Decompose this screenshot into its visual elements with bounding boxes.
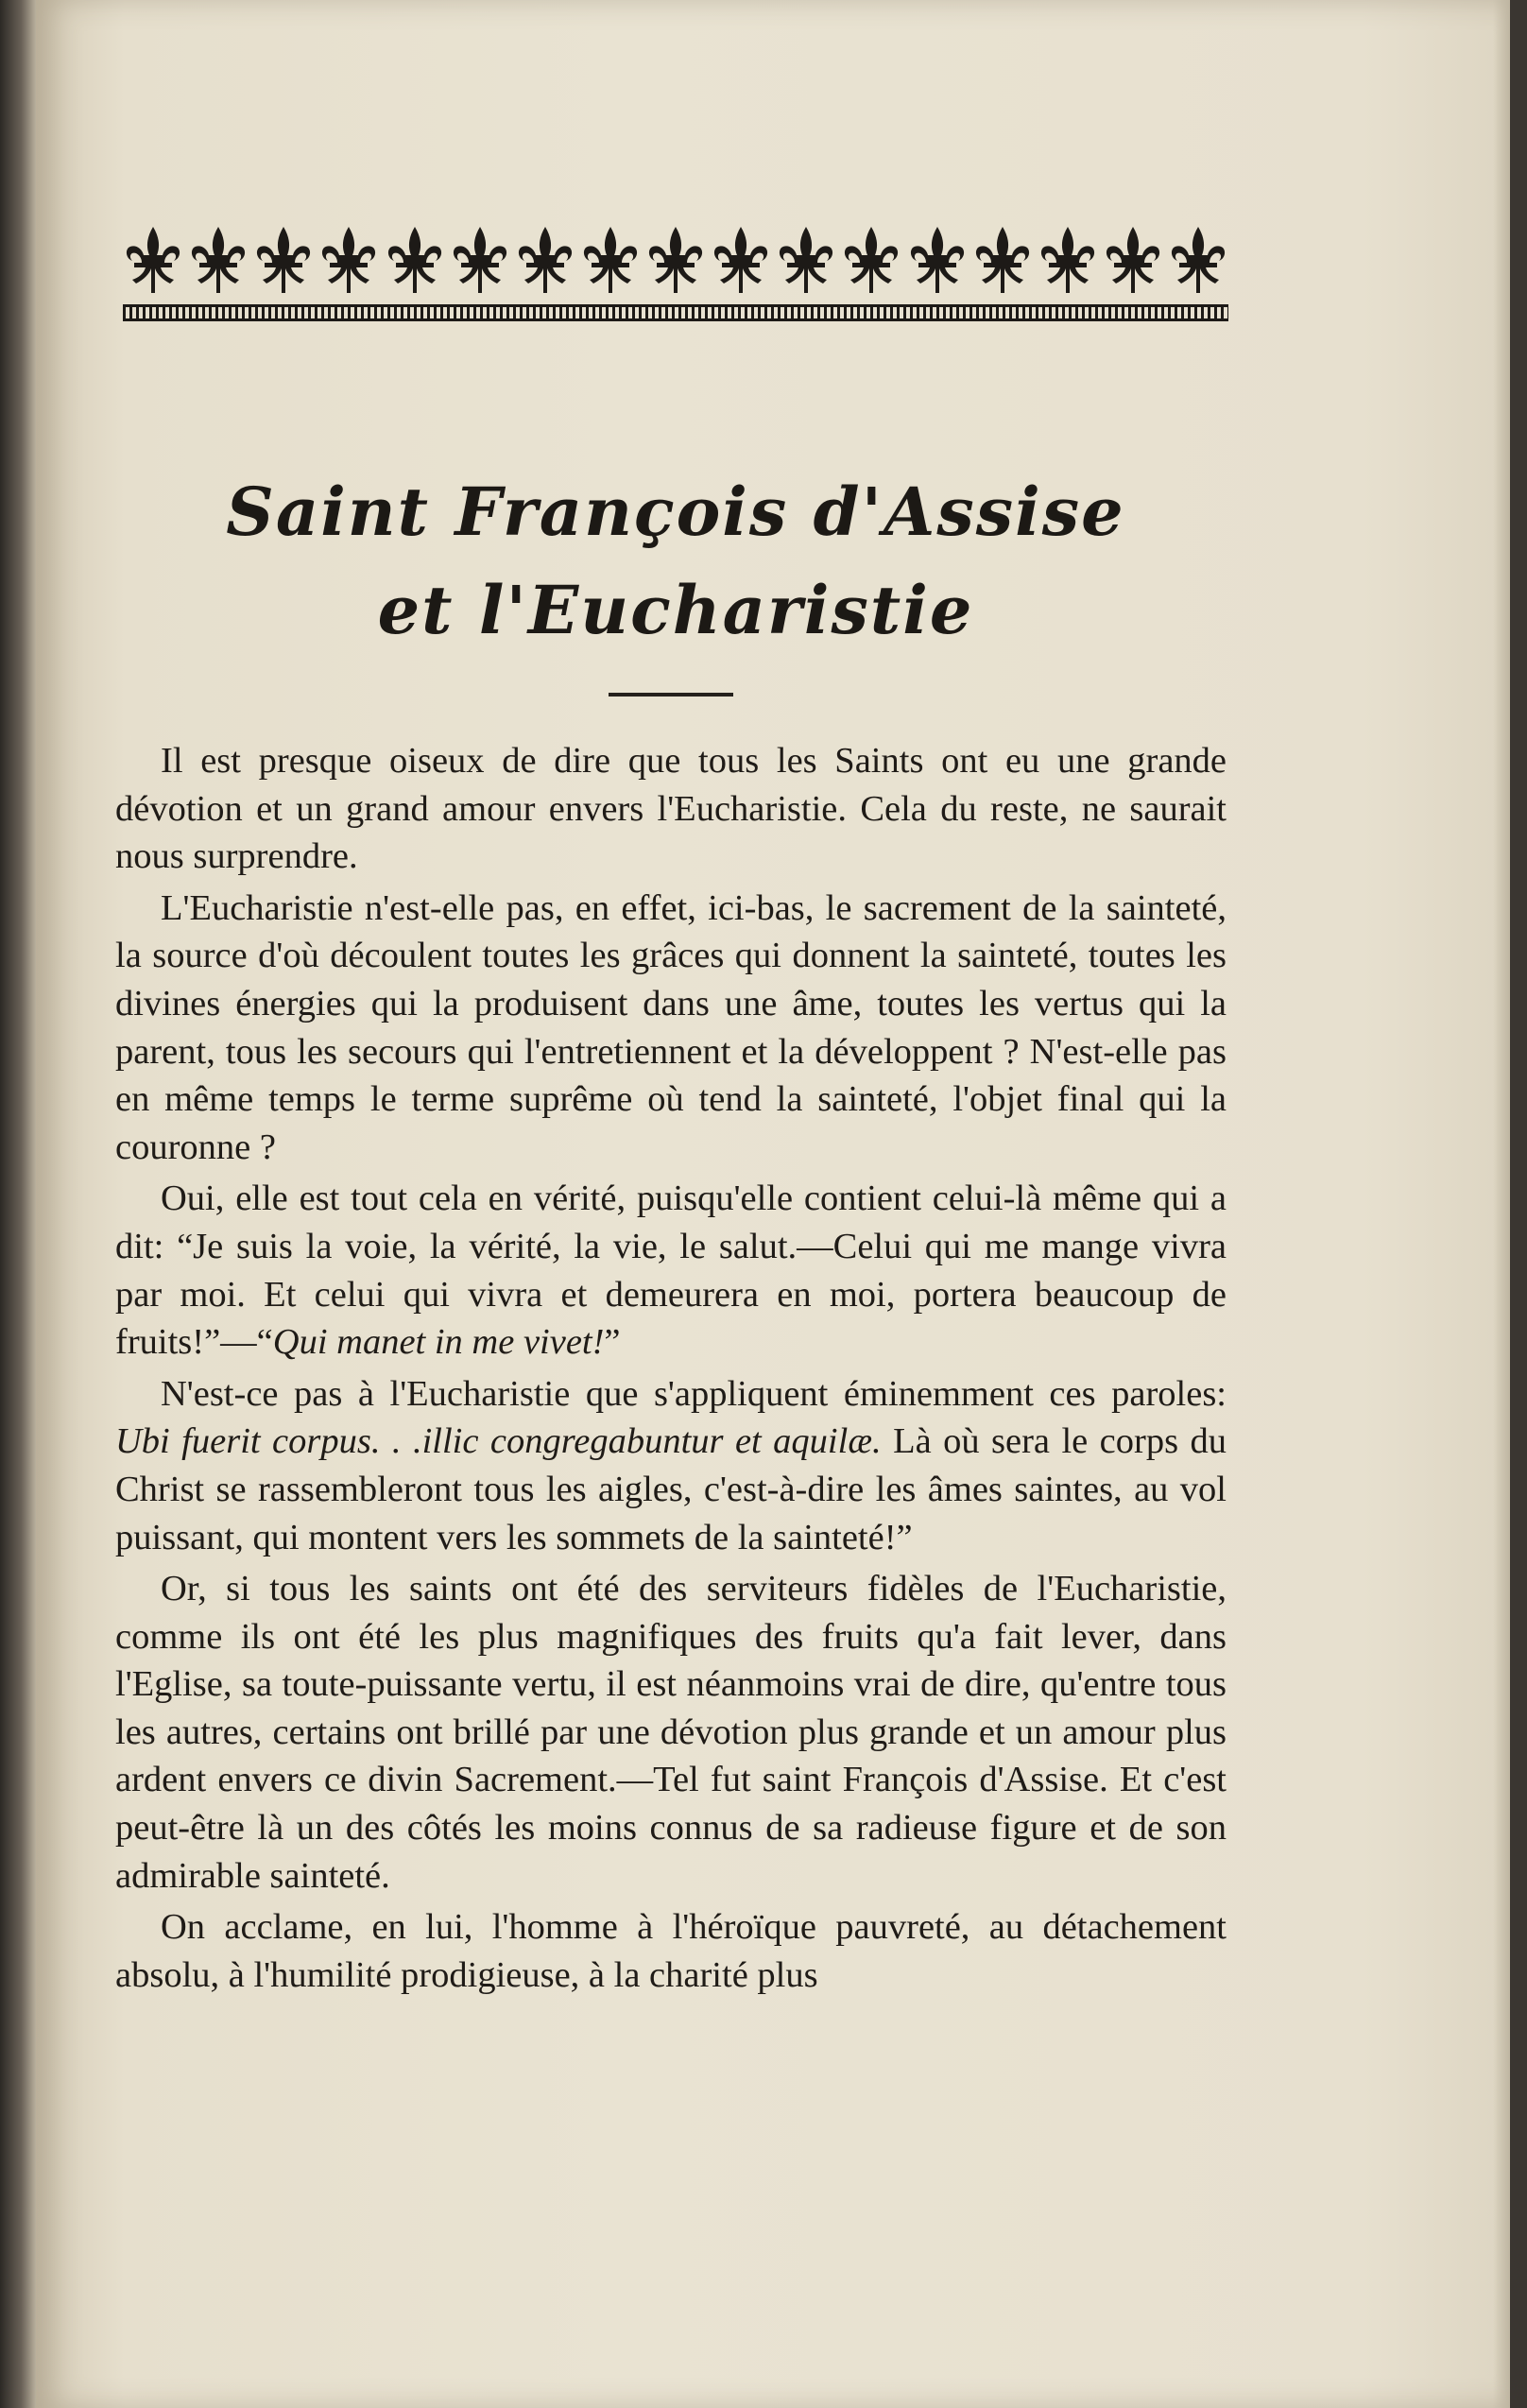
fleur-de-lis-icon — [123, 225, 183, 295]
paragraph-3-text: Oui, elle est tout cela en vérité, puisqu'elle contient celui-là même qui a dit: “Je suis la voie, la vérité, la vie, le salut.—Celui qui me mange vivra par moi. Et celui qui vivra et demeurera en moi, portera beaucoup de fruits!”—“ — [115, 1178, 1227, 1363]
article-body — [115, 737, 1227, 1999]
fleur-de-lis-row — [123, 225, 1228, 295]
title-line-2: et l'Eucharistie — [377, 571, 974, 649]
fleur-de-lis-icon — [776, 225, 836, 295]
fleur-de-lis-icon — [907, 225, 968, 295]
page-edge — [1493, 0, 1510, 2408]
fleur-de-lis-icon — [711, 225, 771, 295]
paragraph-4-end: Là où sera le corps du Christ se rassembleront tous les aigles, c'est-à-dire les âmes saintes, au vol puissant, qui montent vers les sommets de la sainteté!” — [115, 1421, 1227, 1557]
fleur-de-lis-icon — [841, 225, 901, 295]
paragraph-4-text: N'est-ce pas à l'Eucharistie que s'appliquent éminemment ces paroles: — [161, 1373, 1227, 1414]
paragraph-5: Or, si tous les saints ont été des serviteurs fidèles de l'Eucharistie, comme ils ont été les plus magnifiques des fruits qu'a fait lever, dans l'Eglise, sa toute-puissante vertu, il est néanmoins vrai de dire, qu'entre tous les autres, certains ont brillé par une dévotion plus grande et un amour plus ardent envers ce divin Sacrement.—Tel fut saint François d'Assise. Et c'est peut-être là un des côtés les moins connus de sa radieuse figure et de son admirable sainteté. — [115, 1569, 1227, 1896]
paragraph-4 — [115, 1370, 1227, 1561]
fleur-de-lis-icon — [318, 225, 379, 295]
fleur-de-lis-icon — [188, 225, 249, 295]
fleur-de-lis-icon — [450, 225, 510, 295]
fleur-de-lis-icon — [253, 225, 314, 295]
header-ornament — [123, 225, 1228, 329]
ornament-band — [123, 304, 1228, 321]
paragraph-2: L'Eucharistie n'est-elle pas, en effet, ici-bas, le sacrement de la sainteté, la source d'où découlent toutes les grâces qui donnent la sainteté, toutes les divines énergies qui la produisent dans une âme, toutes les vertus qui la parent, tous les secours qui l'entretiennent et la développent ? N'est-elle pas en même temps le terme suprême où tend la sainteté, l'objet final qui la couronne ? — [115, 887, 1227, 1167]
fleur-de-lis-icon — [1103, 225, 1163, 295]
fleur-de-lis-icon — [385, 225, 445, 295]
title-line-1: Saint François d'Assise — [226, 473, 1125, 551]
paragraph-3-latin: Qui manet in me vivet! — [272, 1322, 605, 1363]
book-spine-shadow — [0, 0, 36, 2408]
fleur-de-lis-icon — [515, 225, 575, 295]
paragraph-4-latin: Ubi fuerit corpus. . .illic congregabuntur et aquilæ. — [115, 1421, 882, 1462]
paragraph-1: Il est presque oiseux de dire que tous les Saints ont eu une grande dévotion et un grand amour envers l'Eucharistie. Cela du reste, ne saurait nous surprendre. — [115, 741, 1227, 877]
fleur-de-lis-icon — [1168, 225, 1228, 295]
fleur-de-lis-icon — [1038, 225, 1098, 295]
paragraph-3 — [115, 1175, 1227, 1366]
fleur-de-lis-icon — [645, 225, 706, 295]
page-title — [123, 463, 1228, 660]
title-divider — [609, 693, 733, 697]
fleur-de-lis-icon — [580, 225, 641, 295]
paragraph-6: On acclame, en lui, l'homme à l'héroïque pauvreté, au détachement absolu, à l'humilité prodigieuse, à la charité plus — [115, 1907, 1227, 1995]
paragraph-3-end: ” — [604, 1322, 621, 1363]
fleur-de-lis-icon — [972, 225, 1033, 295]
